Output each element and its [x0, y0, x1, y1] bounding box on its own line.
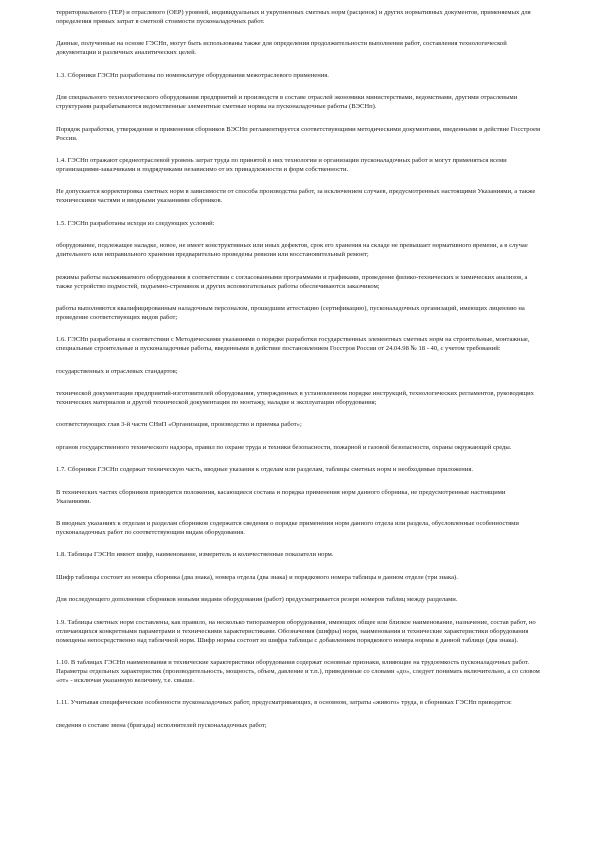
paragraph-19: В вводных указаниях к отделам и разделам сборников содержатся сведения о порядке применения норм данного отдела или раздела, обусловленные особенностями пусконаладочных работ по соответствующим видам оборудования.: [56, 520, 519, 537]
paragraph-9: оборудование, подлежащее наладке, новое, не имеет конструктивных или иных дефектов, срок его хранения на складе не превышает нормативного времени, а в случае длительного или неправильного хранения предварительно проведены ревизия или восстановительный ремонт;: [56, 242, 528, 259]
paragraph-23: 1.9. Таблицы сметных норм составлены, как правило, на несколько типоразмеров оборудования, имеющих общее или близкое наименование, назначение, состав работ, но отличающихся конкретными параметрами и техническими характеристиками. Обозначения (шифры) норм, наименования и технические характеристики оборудования помещены непосредственно над табличной норм. Шифр нормы состоит из шифра таблицы с добавлением порядкового номера нормы в данной таблице (два знака).: [56, 618, 536, 644]
paragraph-2: Данные, полученные на основе ГЭСНп, могут быть использованы также для определения продолжительности выполнения работ, составления технологической документации и различных аналитических целей.: [56, 40, 507, 57]
paragraph-24: 1.10. В таблицах ГЭСНп наименования и технические характеристики оборудования содержат основные признаки, влияющие на трудоемкость пусконаладочных работ. Параметры отдельных характеристик (производительность, мощность, объем, давление и т.п.), приведенные со словами «до», следует понимать включительно, а со словом «от» - исключая указанную величину, т.е. свыше.: [56, 658, 540, 684]
paragraph-6: 1.4. ГЭСНп отражают среднеотраслевой уровень затрат труда по принятой в них технологии и организации пусконаладочных работ и могут применяться всеми организациями-заказчиками и подрядчиками независимо от их принадлежности и форм собственности.: [56, 156, 507, 173]
paragraph-21: Шифр таблицы состоит из номера сборника (два знака), номера отдела (два знака) и порядкового номера таблицы в данном отделе (три знака).: [56, 573, 458, 581]
paragraph-1: территориального (ТЕР) и отраслевого (ОЕР) уровней, индивидуальных и укрупненных сметных норм (расценок) и других нормативных документов, применяемых для определения прямых затрат в сметной стоимости пусконаладочных работ.: [56, 9, 531, 25]
paragraph-18: В технических частях сборников приводятся положения, касающиеся состава и порядка применения норм данного сборника, не предусмотренные настоящими Указаниями.: [56, 488, 506, 505]
paragraph-11: работы выполняются квалифицированным наладочным персоналом, прошедшим аттестацию (сертификацию), пусконаладочных организаций, имеющих лицензию на проведение соответствующих видов работ;: [56, 304, 525, 321]
paragraph-12: 1.6. ГЭСНп разработаны в соответствии с Методическими указаниями о порядке разработки государственных элементных сметных норм на строительные, монтажные, специальные строительные и пусконаладочные работы, введенными в действие постановлением Госстроя России от 24.04.98 № 18 - 40, с учетом требований:: [56, 336, 530, 353]
paragraph-17: 1.7. Сборники ГЭСНп содержат техническую часть, вводные указания к отделам или разделам, таблицы сметных норм и необходимые приложения.: [56, 466, 474, 474]
paragraph-14: технической документации предприятий-изготовителей оборудования, утвержденных в установленном порядке инструкций, технологических регламентов, руководящих технических материалов и другой технической документации по монтажу, наладке и эксплуатации оборудования;: [56, 390, 534, 407]
paragraph-7: Не допускается корректировка сметных норм в зависимости от способа производства работ, за исключением случаев, предусмотренных настоящими Указаниями, а также техническими частями и вводными указаниями сборников.: [56, 188, 536, 205]
document-page: [56, 8, 542, 743]
paragraph-5: Порядок разработки, утверждения и применения сборников ВЭСНп регламентируется соответствующими методическими документами, введенными в действие Госстроем России.: [56, 125, 541, 142]
paragraph-10: режимы работы налаживаемого оборудования в соответствии с согласованными программами и графиками, проведение физико-технических и химических анализов, а также устройство подмостей, подъемно-стремянок и других вспомогательных работы обеспечиваются заказчиком;: [56, 273, 528, 290]
paragraph-16: органов государственного технического надзора, правил по охране труда и техники безопасности, пожарной и газовой безопасности, охраны окружающей среды.: [56, 443, 512, 451]
paragraph-3: 1.3. Сборники ГЭСНп разработаны по номенклатуре оборудования межотраслевого применения.: [56, 71, 329, 79]
paragraph-25: 1.11. Учитывая специфические особенности пусконаладочных работ, предусматривающих, в основном, затраты «живого» труда, в сборниках ГЭСНп приводятся:: [56, 699, 512, 707]
paragraph-26: сведения о составе звена (бригады) исполнителей пусконаладочных работ;: [56, 721, 267, 729]
paragraph-13: государственных и отраслевых стандартов;: [56, 367, 178, 375]
paragraph-22: Для последующего дополнения сборников новыми видами оборудования (работ) предусматривается резерв номеров таблиц между разделами.: [56, 596, 458, 604]
paragraph-20: 1.8. Таблицы ГЭСНп имеют шифр, наименование, измеритель и количественные показатели норм.: [56, 551, 334, 559]
paragraph-4: Для специального технологического оборудования предприятий и производств в составе отраслей экономики министерствами, ведомствами, другими отраслевыми структурами разрабатываются ведомственные элементные сметные нормы на пусконаладочные работы (ВЭСНп).: [56, 94, 518, 111]
paragraph-8: 1.5. ГЭСНп разработаны исходя из следующих условий:: [56, 219, 215, 227]
paragraph-15: соответствующих глав 3-й части СНиП «Организация, производство и приемка работ»;: [56, 421, 302, 429]
